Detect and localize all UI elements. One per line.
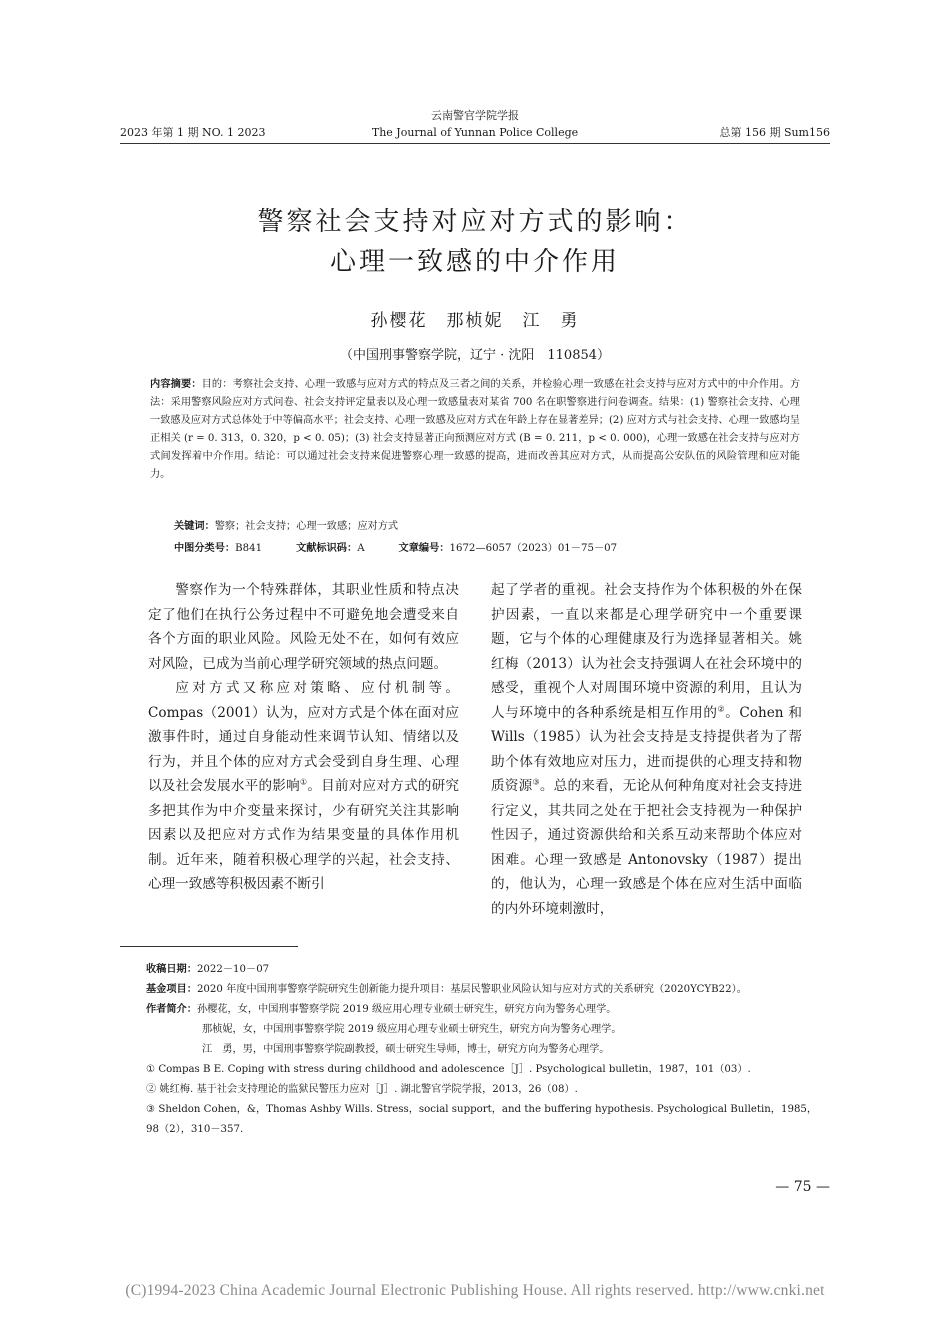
issue-info: 2023 年第 1 期 NO. 1 2023 [120, 126, 266, 139]
clc-label: 中图分类号： [174, 543, 236, 554]
keywords-label: 关键词： [174, 521, 215, 532]
footnotes [120, 960, 830, 1140]
body-column-left [148, 578, 459, 897]
running-header-center [300, 107, 650, 141]
document-code [296, 539, 364, 554]
header-rule [120, 143, 830, 144]
journal-name-cn: 云南警官学院学报 [431, 109, 519, 122]
author-bio-1: 孙樱花，女，中国刑事警察学院 2019 级应用心理专业硕士研究生，研究方向为警务心理学。 [196, 1004, 617, 1015]
article-number-label: 文章编号： [398, 543, 450, 554]
abstract [150, 376, 800, 484]
body-paragraph: 警察作为一个特殊群体，其职业性质和特点决定了他们在执行公务过程中不可避免地会遭受来自各个方面的职业风险。风险无处不在，如何有效应对风险，已成为当前心理学研究领域的热点问题。 [148, 582, 459, 672]
body-text: 起了学者的重视。社会支持作为个体积极的外在保护因素，一直以来都是心理学研究中一个重要课题，它与个体的心理健康及行为选择显著相关。姚红梅（2013）认为社会支持强调人在社会环境中的感受，重视个人对周围环境中资源的利用，且认为人与环境中的各种系统是相互作用的 [491, 582, 802, 721]
reference-2: ② 姚红梅. 基于社会支持理论的监狱民警压力应对［J］. 湖北警官学院学报，2013，26（08）. [146, 1084, 578, 1095]
footnote-ref-1[interactable]: ① [299, 777, 308, 787]
body-paragraph [491, 578, 802, 921]
clc-value: B841 [235, 543, 263, 554]
fund-info [120, 980, 830, 1000]
title-line-2: 心理一致感的中介作用 [329, 247, 620, 277]
received-date [120, 960, 830, 980]
body-paragraph [148, 676, 459, 897]
author-bio-label: 作者简介： [146, 1004, 197, 1015]
classification-line [174, 539, 800, 554]
footnote-ref-3[interactable]: ③ [532, 777, 540, 787]
copyright-watermark: (C)1994-2023 China Academic Journal Electronic Publishing House. All rights reserved. http://www.cnki.net [125, 1282, 825, 1299]
total-issue-info: 总第 156 期 Sum156 [719, 126, 830, 139]
reference-1: ① Compas B E. Coping with stress during childhood and adolescence［J］. Psychological bulletin，1987，101（03）. [146, 1064, 751, 1075]
author-bio [120, 1000, 830, 1020]
body-column-right [491, 578, 802, 921]
body-text: 应对方式又称应对策略、应付机制等。Compas（2001）认为，应对方式是个体在面对应激事件时，通过自身能动性来调节认知、情绪以及行为，并且个体的应对方式会受到自身生理、心理以及社会发展水平的影响 [148, 680, 459, 794]
fund-value: 2020 年度中国刑事警察学院研究生创新能力提升项目：基层民警职业风险认知与应对方式的关系研究（2020YCYB22）。 [196, 984, 747, 995]
keywords-text: 警察；社会支持；心理一致感；应对方式 [214, 521, 399, 532]
body-text: 。总的来看，无论从何种角度对社会支持进行定义，其共同之处在于把社会支持视为一种保护性因子，通过资源供给和关系互动来帮助个体应对困难。心理一致感是 Antonovsky（1987）提出的，他认为，心理一致感是个体在应对生活中面临的内外环境刺激时， [491, 778, 803, 917]
article-title [120, 202, 830, 282]
article-number-value: 1672—6057（2023）01－75－07 [449, 543, 618, 554]
reference-3: ③ Sheldon Cohen，&，Thomas Ashby Wills. Stress，social support，and the buffering hypothesis. Psychological Bulletin，1985，98（2），310－357. [146, 1104, 818, 1135]
received-value: 2022－10－07 [196, 964, 270, 975]
abstract-text: 目的：考察社会支持、心理一致感与应对方式的特点及三者之间的关系，并检验心理一致感在社会支持与应对方式中的中介作用。方法：采用警察风险应对方式问卷、社会支持评定量表以及心理一致感量表对某省 700 名在职警察进行问卷调查。结果：(1) 警察社会支持、心理一致感及应对方式总体处于中等偏高水平；社会支持、心理一致感及应对方式在年龄上存在显著差异；(2) 应对方式与社会支持、心理一致感均呈正相关 (r = 0. 313，0. 320，p < 0. 05)；(3) 社会支持显著正向预测应对方式 (B = 0. 211，p < 0. 000)，心理一致感在社会支持与应对方式间发挥着中介作用。结论：可以通过社会支持来促进警察心理一致感的提高，进而改善其应对方式，从而提高公安队伍的风险管理和应对能力。 [150, 379, 801, 480]
clc-number [174, 539, 262, 554]
footnote-rule [120, 946, 298, 947]
doc-code-value: A [357, 543, 365, 554]
title-line-1: 警察社会支持对应对方式的影响： [257, 207, 693, 237]
abstract-label: 内容摘要： [150, 379, 202, 390]
journal-name-en: The Journal of Yunnan Police College [371, 126, 579, 139]
keywords [174, 517, 800, 532]
received-label: 收稿日期： [146, 964, 197, 975]
footnote-ref-2[interactable]: ② [717, 703, 726, 713]
author-bio-2: 那桢妮，女，中国刑事警察学院 2019 级应用心理专业硕士研究生，研究方向为警务心理学。 [202, 1024, 622, 1035]
body-text: 。Cohen 和 Wills（1985）认为社会支持是支持提供者为了帮助个体有效地应对压力，进而提供的心理支持和物质资源 [491, 704, 803, 794]
fund-label: 基金项目： [146, 984, 197, 995]
author-list: 孙樱花 那桢妮 江 勇 [370, 311, 580, 331]
affiliation: （中国刑事警察学院，辽宁 · 沈阳 110854） [339, 348, 611, 363]
doc-code-label: 文献标识码： [296, 543, 358, 554]
page-number: — 75 — [775, 1179, 830, 1195]
author-bio-3: 江 勇，男，中国刑事警察学院副教授，硕士研究生导师，博士，研究方向为警务心理学。 [202, 1044, 610, 1055]
body-text: 。目前对应对方式的研究多把其作为中介变量来探讨，少有研究关注其影响因素以及把应对方式作为结果变量的具体作用机制。近年来，随着积极心理学的兴起，社会支持、心理一致感等积极因素不断引 [148, 778, 460, 892]
article-number [399, 539, 618, 554]
